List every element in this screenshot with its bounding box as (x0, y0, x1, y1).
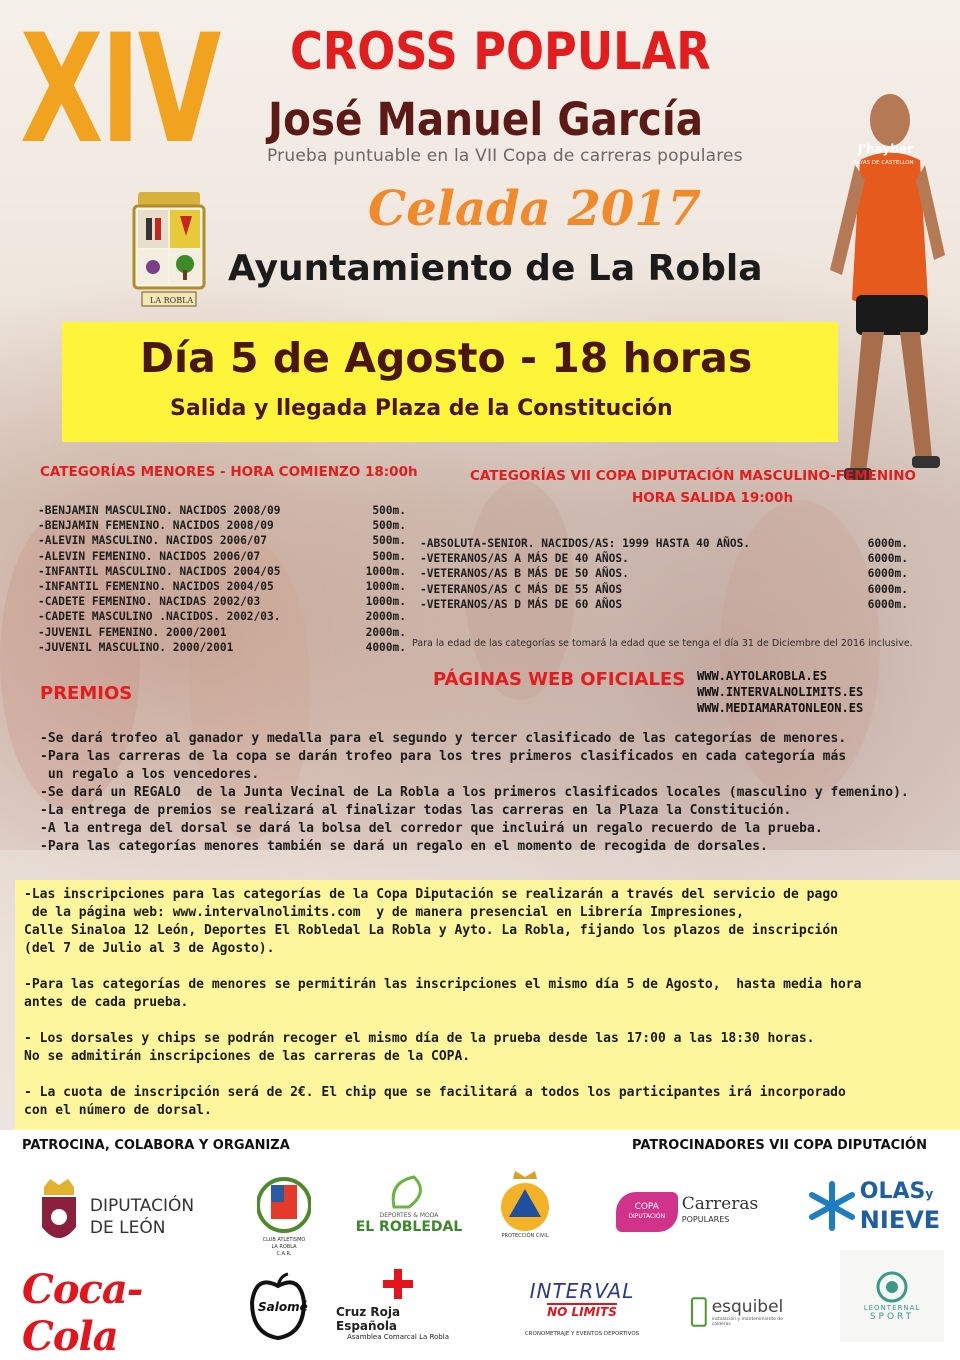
logo-text: Coca-Cola (22, 1266, 143, 1360)
el-robledal-logo (350, 1170, 468, 1236)
registration-paragraph: - La cuota de inscripción será de 2€. El chip que se facilitará a todos los participantes irá incorporado con el número de dorsal. (24, 1085, 846, 1118)
prizes-heading: PREMIOS (40, 683, 133, 704)
list-item: -La entrega de premios se realizará al finalizar todas las carreras en la Plaza la Constitución. (40, 803, 792, 818)
logo-text: y (925, 1187, 934, 1201)
logo-text: COPA (634, 1202, 659, 1212)
list-item: -Se dará un REGALO de la Junta Vecinal de La Robla a los primeros clasificados locales (masculino y femenino). (40, 785, 909, 800)
logo-text: instalación y mantenimiento de calderas (711, 1317, 783, 1327)
logo-text: CLUB ATLETISMO (262, 1236, 306, 1243)
logo-text: EL ROBLEDAL (355, 1218, 463, 1235)
la-robla-shield-icon (128, 192, 210, 310)
runner-brand: J'hayber (858, 142, 913, 156)
list-item: -INFANTIL MASCULINO. NACIDOS 2004/05 1000m. (38, 564, 406, 578)
list-item: -VETERANOS/AS D MÁS DE 60 AÑOS 6000m. (420, 597, 908, 611)
logo-text: NIEVE (859, 1206, 941, 1234)
list-item: -ALEVIN FEMENINO. NACIDOS 2006/07 500m. (38, 549, 406, 563)
list-item: un regalo a los vencedores. (40, 767, 260, 782)
sponsors-left-heading: PATROCINA, COLABORA Y ORGANIZA (22, 1138, 290, 1153)
club-atletismo-logo (244, 1168, 324, 1264)
list-item: -BENJAMIN FEMENINO. NACIDOS 2008/09 500m. (38, 519, 406, 533)
event-date-time: Día 5 de Agosto - 18 horas (140, 334, 753, 382)
logo-text: Cruz Roja Española (336, 1305, 401, 1333)
snowflake-icon (806, 1180, 858, 1232)
olas-nieve-logo (800, 1176, 946, 1236)
shield-label: LA ROBLA (150, 296, 194, 305)
age-note: Para la edad de las categorías se tomará la edad que se tenga el día 31 de Diciembre del 2016 inclusive. (412, 638, 913, 649)
list-item: -A la entrega del dorsal se dará la bolsa del corredor que incluirá un regalo recuerdo de la prueba. (40, 821, 823, 836)
list-item: -Para las categorías menores también se dará un regalo en el momento de recogida de dorsales. (40, 839, 768, 854)
logo-text: NO LIMITS (547, 1305, 617, 1319)
logo-text: OLAS (859, 1179, 926, 1204)
logo-text: DIPUTACIÓN (628, 1213, 666, 1220)
logo-text: esquibel (711, 1297, 784, 1317)
logo-text: POPULARES (681, 1215, 730, 1224)
websites-list (697, 668, 863, 716)
list-item: -JUVENIL FEMENINO. 2000/2001 2000m. (38, 625, 406, 639)
copa-heading: CATEGORÍAS VII COPA DIPUTACIÓN MASCULINO-FEMENINO (470, 468, 916, 484)
red-cross-icon (383, 1269, 413, 1299)
logo-text: DIPUTACIÓN (89, 1196, 195, 1216)
leonternal-sport-logo (840, 1250, 944, 1342)
event-subtitle: Prueba puntuable en la VII Copa de carreras populares (267, 146, 743, 166)
runner-club: RAYAS DE CASTELLON (853, 160, 914, 166)
list-item: -CADETE MASCULINO .NACIDOS. 2002/03. 2000m. (38, 610, 406, 624)
website-link[interactable]: WWW.AYTOLAROBLA.ES (697, 669, 828, 683)
list-item: -ALEVIN MASCULINO. NACIDOS 2006/07 500m. (38, 534, 406, 548)
lion-icon (875, 1270, 909, 1304)
copa-start-time: HORA SALIDA 19:00h (632, 490, 794, 506)
leaf-icon (384, 1172, 434, 1212)
registration-info (24, 886, 861, 1130)
organizer: Ayuntamiento de La Robla (228, 248, 763, 289)
list-item: -CADETE FEMENINO. NACIDAS 2002/03 1000m. (38, 595, 406, 609)
event-honoree: José Manuel García (268, 93, 704, 146)
runner-photo-icon (820, 70, 960, 510)
salome-logo (244, 1270, 312, 1344)
logo-text: DE LEÓN (89, 1218, 166, 1238)
registration-paragraph: - Los dorsales y chips se podrán recoger el mismo día de la prueba desde las 17:00 a las 18:30 horas. No se admitirán inscripciones de las carreras de la COPA. (24, 1031, 815, 1064)
prizes-list (40, 730, 940, 856)
logo-text: C.A.R. (276, 1250, 292, 1257)
list-item: -BENJAMIN MASCULINO. NACIDOS 2008/09 500m. (38, 504, 406, 517)
website-link[interactable]: WWW.MEDIAMARATONLEON.ES (697, 701, 864, 715)
website-link[interactable]: WWW.INTERVALNOLIMITS.ES (697, 685, 864, 699)
logo-text: INTERVAL (529, 1279, 635, 1303)
edition-number: XIV (20, 3, 219, 177)
interval-no-limits-logo (505, 1270, 659, 1346)
sponsors-right-heading: PATROCINADORES VII COPA DIPUTACIÓN (632, 1138, 927, 1153)
logo-text: SPORT (869, 1312, 915, 1322)
list-item: -JUVENIL MASCULINO. 2000/2001 4000m. (38, 640, 406, 654)
cruz-roja-logo (336, 1262, 460, 1348)
logo-text: Carreras (681, 1194, 759, 1214)
proteccion-civil-logo (492, 1164, 558, 1244)
logo-text: Asamblea Comarcal La Robla (347, 1333, 449, 1341)
crown-shield-icon (36, 1177, 82, 1257)
copa-carreras-logo (612, 1182, 762, 1242)
list-item: -VETERANOS/AS A MÁS DE 40 AÑOS. 6000m. (420, 552, 908, 566)
coca-cola-logo (22, 1266, 194, 1360)
list-item: -Se dará trofeo al ganador y medalla para el segundo y tercer clasificado de las categorías de menores. (40, 731, 847, 746)
civil-protection-icon (497, 1169, 553, 1233)
esquibel-logo (690, 1290, 802, 1334)
list-item: -INFANTIL FEMENINO. NACIDOS 2004/05 1000m. (38, 580, 406, 594)
registration-paragraph: -Las inscripciones para las categorías de la Copa Diputación se realizarán a través del servicio de pago de la página web: www.intervalnolimits.com y de manera presencial en Librería Impresiones, Calle Sinaloa 12 León, Deportes El Robledal La Robla y Ayto. La Robla, fijando los plazos de inscripción (del 7 de Julio al 3 de Agosto). (24, 887, 838, 956)
list-item: -VETERANOS/AS C MÁS DE 55 AÑOS 6000m. (420, 582, 908, 596)
copa-list (420, 536, 908, 612)
minors-heading: CATEGORÍAS MENORES - HORA COMIENZO 18:00h (40, 464, 418, 480)
logo-text: DEPORTES & MODA (379, 1211, 439, 1219)
event-title: CROSS POPULAR (290, 22, 711, 82)
logo-text: LA ROBLA (271, 1243, 297, 1250)
list-item: -VETERANOS/AS B MÁS DE 50 AÑOS. 6000m. (420, 567, 908, 581)
logo-text: PROTECCIÓN CIVIL (501, 1233, 549, 1239)
diputacion-leon-logo (30, 1172, 200, 1262)
registration-paragraph: -Para las categorías de menores se permitirán las inscripciones el mismo día 5 de Agosto, hasta media hora antes de cada prueba. (24, 977, 862, 1010)
logo-text: LEONTERNAL (863, 1304, 921, 1312)
boiler-icon (690, 1296, 708, 1328)
place-year: Celada 2017 (368, 181, 702, 237)
minors-list (38, 503, 406, 655)
event-start-finish: Salida y llegada Plaza de la Constitución (170, 396, 673, 421)
list-item: -Para las carreras de la copa se darán trofeo para los tres primeros clasificados en cada categoría más (40, 749, 847, 764)
logo-text: Salomé (258, 1300, 308, 1314)
list-item: -ABSOLUTA-SENIOR. NACIDOS/AS: 1999 HASTA 40 AÑOS. 6000m. (420, 537, 908, 550)
websites-heading: PÁGINAS WEB OFICIALES (433, 669, 686, 690)
club-shield-icon (257, 1175, 311, 1237)
logo-text: CRONOMETRAJE Y EVENTOS DEPORTIVOS (524, 1331, 640, 1337)
